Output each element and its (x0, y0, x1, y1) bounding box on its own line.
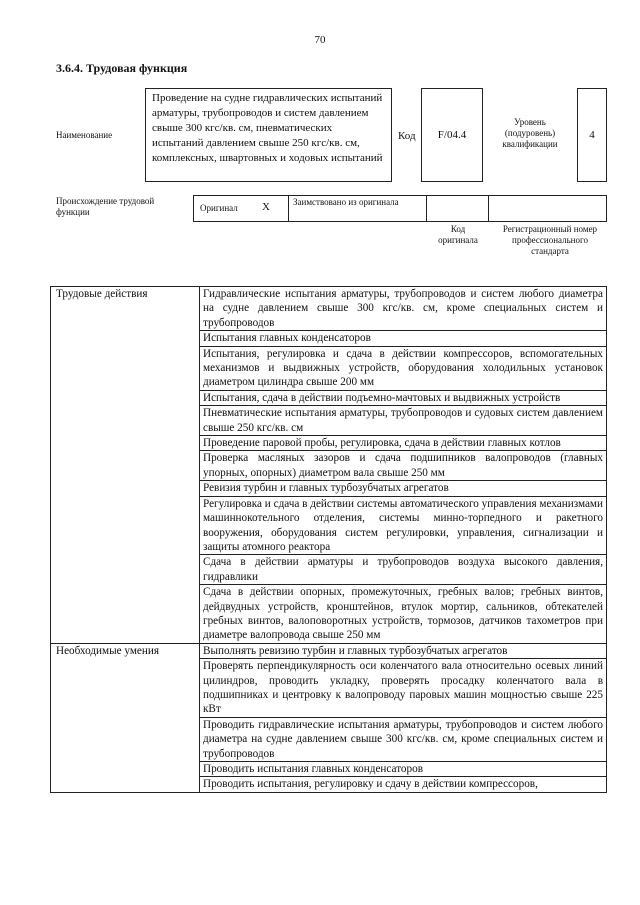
origin-label: Происхождение трудовой функции (56, 196, 155, 217)
required-skills-row (51, 643, 607, 658)
required-skills-item: Проводить испытания, регулировку и сдачу в действии компрессоров, (200, 777, 607, 792)
code-value-box (421, 88, 483, 182)
reg-number-label: Регистрационный номер профессионального стандарта (502, 224, 598, 256)
required-skills-item: Проводить гидравлические испытания арматуры, трубопроводов и систем любого диаметра на судне давлением свыше 300 кгс/кв. см, кроме специальных систем и трубопроводов (200, 717, 607, 761)
function-name-text: Проведение на судне гидравлических испытаний арматуры, трубопроводов и систем давлением свыше 300 кгс/кв. см, пневматических испытаний давлением свыше 250 кгс/кв. см, комплексных, швартовных и ходовых испытаний (152, 92, 383, 164)
origin-divider-1 (288, 195, 289, 222)
labor-actions-item: Проведение паровой пробы, регулировка, сдача в действии главных котлов (200, 436, 607, 451)
level-value-box (577, 88, 607, 182)
original-label: Оригинал (200, 203, 238, 213)
labor-actions-item: Сдача в действии опорных, промежуточных, гребных валов; гребных винтов, дейдвудных устройств, кронштейнов, втулок мортир, сальников, обтекателей гребных винтов, валоповоротных устройств, тормозов, датчиков тахометров при диаметре валопровода свыше 250 мм (200, 585, 607, 644)
required-skills-label: Необходимые умения (51, 643, 200, 792)
labor-actions-item: Ревизия турбин и главных турбозубчатых агрегатов (200, 481, 607, 496)
section-heading: 3.6.4. Трудовая функция (56, 61, 188, 75)
name-label: Наименование (56, 130, 113, 140)
required-skills-item: Проводить испытания главных конденсаторов (200, 762, 607, 777)
labor-actions-item: Испытания главных конденсаторов (200, 331, 607, 346)
origin-divider-3 (488, 195, 489, 222)
labor-actions-item: Испытания, сдача в действии подъемно-мачтовых и выдвижных устройств (200, 390, 607, 405)
labor-actions-item: Регулировка и сдача в действии системы автоматического управления механизмами машиннокотельного отделения, системы минно-торпедного и ракетного вооружения, оборудования систем регулировки, управления, сигнализации и защиты атомного реактора (200, 496, 607, 555)
required-skills-item: Выполнять ревизию турбин и главных турбозубчатых агрегатов (200, 643, 607, 658)
code-label: Код (398, 130, 416, 142)
labor-actions-row (51, 287, 607, 331)
code-value: F/04.4 (437, 129, 467, 141)
page-number: 70 (314, 34, 326, 46)
original-mark: X (262, 201, 270, 213)
labor-actions-item: Испытания, регулировка и сдача в действии компрессоров, вспомогательных механизмов и выдвижных устройств, оборудования холодильных установок диаметром цилиндра свыше 200 мм (200, 346, 607, 390)
required-skills-item: Проверять перпендикулярность оси коленчатого вала относительно осевых линий цилиндров, проводить укладку, проверять просадку коленчатого вала в подшипниках и центровку к валопроводу паровых машин мощностью свыше 225 кВт (200, 659, 607, 718)
level-value: 4 (589, 129, 595, 141)
labor-actions-item: Проверка масляных зазоров и сдача подшипников валопроводов (главных упорных, опорных) диаметром вала свыше 250 мм (200, 451, 607, 481)
labor-actions-item: Сдача в действии арматуры и трубопроводов воздуха высокого давления, гидравлики (200, 555, 607, 585)
function-name-box (145, 88, 392, 182)
borrowed-label: Заимствовано из оригинала (293, 197, 399, 207)
labor-actions-label: Трудовые действия (51, 287, 200, 644)
labor-actions-item: Пневматические испытания арматуры, трубопроводов и судовых систем давлением свыше 250 кгс/кв. см (200, 406, 607, 436)
code-original-label: Код оригинала (438, 224, 478, 245)
level-label: Уровень (подуровень) квалификации (502, 116, 558, 149)
labor-actions-item: Гидравлические испытания арматуры, трубопроводов и систем любого диаметра на судне давлением свыше 300 кгс/кв. см, кроме специальных систем и трубопроводов (200, 287, 607, 331)
labor-function-table (50, 286, 607, 793)
origin-divider-2 (426, 195, 427, 222)
